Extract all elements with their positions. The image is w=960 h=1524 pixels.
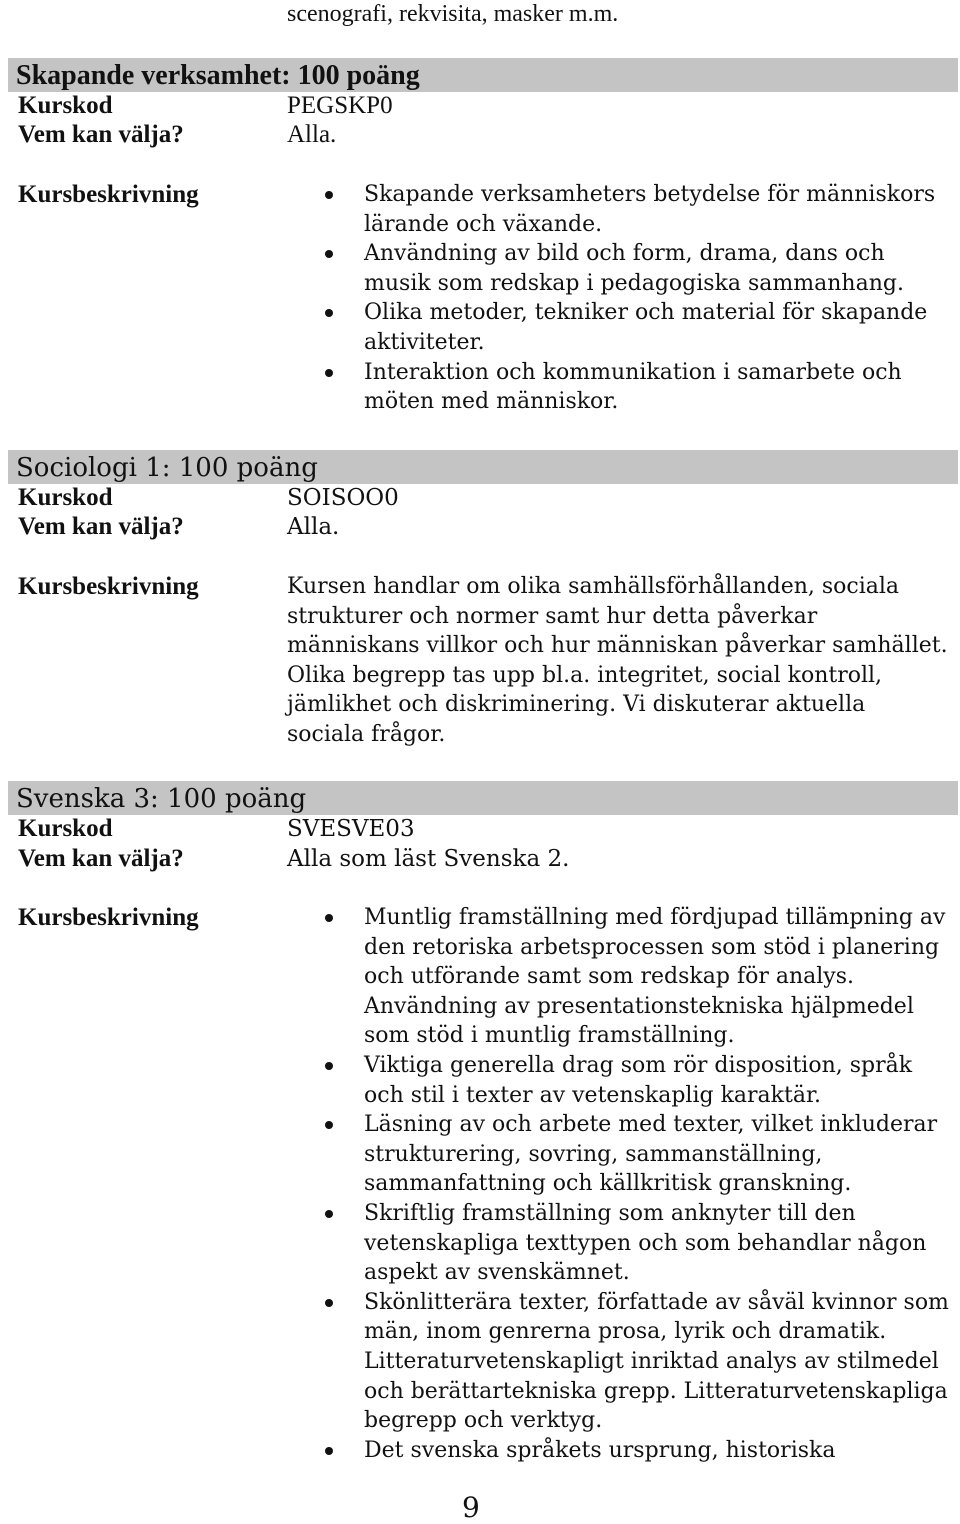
bullet-icon [325, 1299, 333, 1307]
who-can-choose-value: Alla. [287, 514, 340, 540]
course-code-value: PEGSKP0 [287, 92, 393, 119]
list-item: Olika metoder, tekniker och material för skapande aktiviteter. [287, 298, 952, 357]
course-title: Skapande verksamhet: 100 poäng [16, 60, 420, 91]
continued-text: scenografi, rekvisita, masker m.m. [287, 1, 619, 27]
course-code-label: Kurskod [18, 484, 113, 511]
list-item: Viktiga generella drag som rör disposition, språk och stil i texter av vetenskaplig karaktär. [287, 1051, 952, 1110]
list-item: Interaktion och kommunikation i samarbete och möten med människor. [287, 358, 952, 417]
course-header-bar [8, 450, 958, 484]
course-code-value: SVESVE03 [287, 816, 415, 842]
list-item: Muntlig framställning med fördjupad tillämpning av den retoriska arbetsprocessen som stöd i planering och utförande samt som redskap för analys. Användning av presentationstekniska hjälpmedel som stöd i muntlig framställning. [287, 903, 952, 1051]
course-description-label: Kursbeskrivning [18, 573, 199, 600]
bullet-icon [325, 369, 333, 377]
bullet-icon [325, 914, 333, 922]
course-title: Svenska 3: 100 poäng [16, 784, 307, 814]
bullet-icon [325, 1062, 333, 1070]
course-code-value: SOISOO0 [287, 485, 399, 511]
bullet-icon [325, 1210, 333, 1218]
course-code-label: Kurskod [18, 815, 113, 842]
course-header-bar [8, 58, 958, 92]
who-can-choose-label: Vem kan välja? [18, 845, 184, 872]
list-item: Det svenska språkets ursprung, historiska [287, 1436, 952, 1466]
who-can-choose-value: Alla som läst Svenska 2. [287, 846, 570, 872]
course-header-bar [8, 781, 958, 815]
list-item: Läsning av och arbete med texter, vilket inkluderar strukturering, sovring, sammanställning, sammanfattning och källkritisk granskning. [287, 1110, 952, 1199]
bullet-icon [325, 191, 333, 199]
list-item: Användning av bild och form, drama, dans och musik som redskap i pedagogiska sammanhang. [287, 239, 952, 298]
list-item: Skapande verksamheters betydelse för människors lärande och växande. [287, 180, 952, 239]
course-title: Sociologi 1: 100 poäng [16, 453, 318, 483]
course-description-text: Kursen handlar om olika samhällsförhållanden, sociala strukturer och normer samt hur detta påverkar människans villkor och hur människan påverkar samhället. Olika begrepp tas upp bl.a. integritet, social kontroll, jämlikhet och diskriminering. Vi diskuterar aktuella sociala frågor. [287, 574, 948, 747]
course-description-label: Kursbeskrivning [18, 181, 199, 208]
who-can-choose-value: Alla. [287, 121, 337, 148]
list-item: Skönlitterära texter, författade av såväl kvinnor som män, inom genrerna prosa, lyrik och dramatik. Litteraturvetenskapligt inriktad analys av stilmedel och berättartekniska grepp. Litteraturvetenskapliga begrepp och verktyg. [287, 1288, 952, 1436]
who-can-choose-label: Vem kan välja? [18, 121, 184, 148]
bullet-icon [325, 309, 333, 317]
course-description-label: Kursbeskrivning [18, 904, 199, 931]
course-description-list [287, 903, 952, 1465]
bullet-icon [325, 1447, 333, 1455]
course-description-list [287, 180, 952, 417]
who-can-choose-label: Vem kan välja? [18, 513, 184, 540]
bullet-icon [325, 250, 333, 258]
course-code-label: Kurskod [18, 92, 113, 119]
bullet-icon [325, 1121, 333, 1129]
page-number: 9 [462, 1491, 480, 1524]
list-item: Skriftlig framställning som anknyter till den vetenskapliga texttypen och som behandlar någon aspekt av svenskämnet. [287, 1199, 952, 1288]
